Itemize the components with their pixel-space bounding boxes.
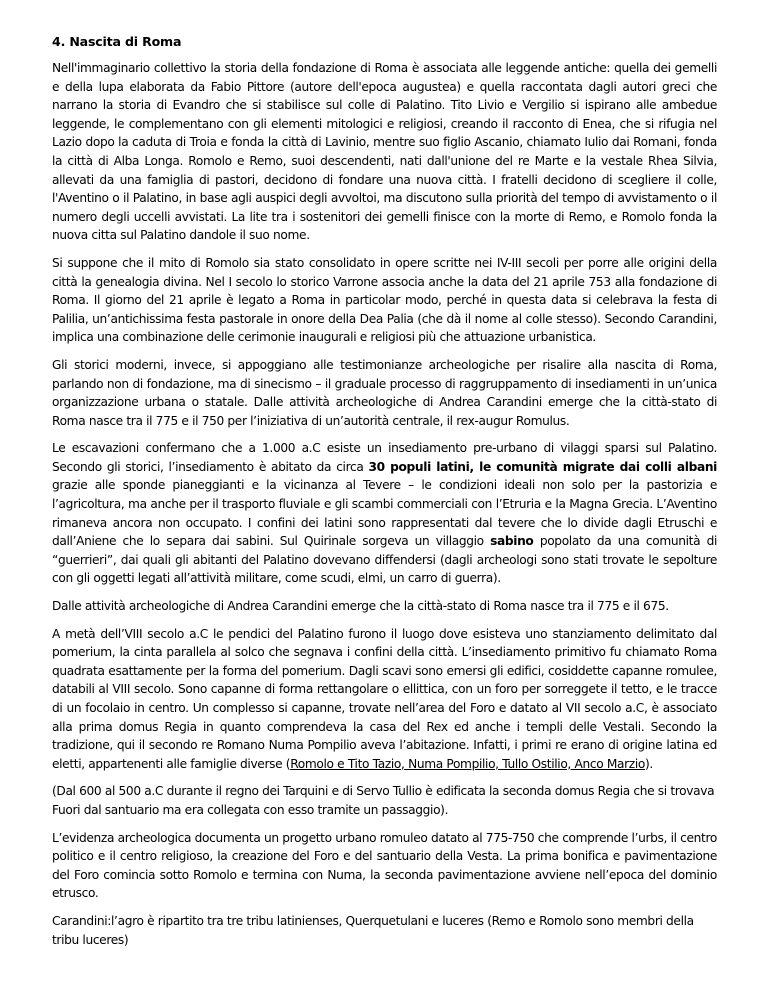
paragraph-myth-romulus: Si suppone che il mito di Romolo sia stato consolidato in opere scritte nei IV-III secoli per porre alle origini della città la genealogia divina. Nel I secolo lo storico Varrone associa anche la data del 21 aprile 753 alla fondazione di Roma. Il giorno del 21 aprile è legato a Roma in particolar modo, perché in questa data si celebrava la festa di Palilia, un’antichissima festa pastorale in onore della Dea Palia (che dà il nome al colle stesso). Secondo Carandini, implica una combinazione delle cerimonie inaugurali e religiosi più che attuazione urbanistica.	[52, 255, 717, 345]
document-page	[52, 33, 717, 958]
text-segment: ).	[644, 756, 653, 771]
bold-sabino: sabino	[490, 534, 534, 549]
bold-populi-latini: 30 populi latini, le comunità migrate dai colli albani	[368, 459, 717, 474]
paragraph-urban-project: L’evidenza archeologica documenta un progetto urbano romuleo datato al 775-750 che comprende l’urbs, il centro politico e il centro religioso, la creazione del Foro e del santuario della Vesta. La prima bonifica e pavimentazione del Foro comincia sotto Romolo e termina con Numa, la seconda pavimentazione avviene nell’epoca del dominio etrusco.	[52, 830, 717, 901]
text-segment: A metà dell’VIII secolo a.C le pendici del Palatino furono il luogo dove esisteva uno stanziamento delimitato dal pomerium, la cinta parallela al solco che segnava i confini della città. L’insediamento primitivo fu chiamato Roma quadrata esattamente per la forma del pomerium. Dagli scavi sono emersi gli edifici, cosiddette capanne romulee, databili al VIII secolo. Sono capanne di forma rettangolare o ellittica, con un foro per sorreggete il tetto, e le tracce di un focolaio in centro. Un complesso si capanne, trovate nell’area del Foro e datato al VII secolo a.C, è associato alla prima domus Regia in quanto comprendeva la casa del Rex ed anche i templi delle Vestali. Secondo la tradizione, qui il secondo re Romano Numa Pompilio aveva l’abitazione. Infatti, i primi re erano di origine latina ed eletti, appartenenti alle famiglie diverse (	[52, 626, 717, 771]
text-segment: Le escavazioni confermano che a 1.000 a.C esiste un insediamento pre-urbano di vilaggi sparsi sul Palatino. Secondo gli storici, l’insediamento è abitato da circa	[52, 441, 717, 474]
paragraph-palatino	[52, 625, 717, 774]
underlined-kings-list: Romolo e Tito Tazio, Numa Pompilio, Tullo Ostilio, Anco Marzio	[290, 756, 645, 771]
text-segment: popolato da una comunità di “guerrieri”, dai quali gli abitanti del Palatino dovevano diffendersi (dagli archeologi sono stati trovate le sepolture con gli oggetti legati all’attività militare, come scudi, elmi, un carro di guerra).	[52, 534, 717, 586]
paragraph-second-domus: (Dal 600 al 500 a.C durante il regno dei Tarquini e di Servo Tullio è edificata la seconda domus Regia che si trovava Fuori dal santuario ma era collegata con esso tramite un passaggio).	[52, 784, 715, 817]
paragraph-excavations	[52, 439, 717, 588]
paragraph-carandini-dating: Dalle attività archeologiche di Andrea Carandini emerge che la città-stato di Roma nasce tra il 775 e il 675.	[52, 599, 669, 614]
text-segment: grazie alle sponde pianeggianti e la vicinanza al Tevere – le condizioni ideali non solo per la pastorizia e l’agricoltura, ma anche per il trasporto fluviale e gli scambi commerciali con l’Etruria e la Magna Grecia. L’Aventino rimaneva ancora non occupato. I confini dei latini sono rappresentati dal tevere che lo divide dagli Etruschi e dall’Aniene che lo separa dai sabini. Sul Quirinale sorgeva un villaggio	[52, 478, 717, 549]
section-heading: 4. Nascita di Roma	[52, 34, 182, 49]
paragraph-modern-historians: Gli storici moderni, invece, si appoggiano alle testimonianze archeologiche per risalire alla nascita di Roma, parlando non di fondazione, ma di sinecismo – il graduale processo di raggruppamento di insediamenti in un’unica organizzazione urbana o statale. Dalle attività archeologiche di Andrea Carandini emerge che la città-stato di Roma nasce tra il 775 e il 750 per l’iniziativa di un’autorità centrale, il rex-augur Romulus.	[52, 357, 717, 428]
paragraph-tribes: Carandini:l’agro è ripartito tra tre tribu latinienses, Querquetulani e luceres (Remo e Romolo sono membri della tribu luceres)	[52, 913, 694, 947]
paragraph-legends: Nell'immaginario collettivo la storia della fondazione di Roma è associata alle leggende antiche: quella dei gemelli e della lupa elaborata da Fabio Pittore (autore dell'epoca augustea) e quella raccontata dagli autori greci che narrano la storia di Evandro che si stabilisce sul colle di Palatino. Tito Livio e Vergilio si ispirano alle ambedue leggende, le complementano con gli elementi mitologici e religiosi, creando il racconto di Enea, che si rifugia nel Lazio dopo la caduta di Troia e fonda la città di Lavinio, mentre suo figlio Ascanio, chiamato Iulio dai Romani, fonda la città di Alba Longa. Romolo e Remo, suoi descendenti, nati dall'unione del re Marte e la vestale Rhea Silvia, allevati da una famiglia di pastori, decidono di fondare una nuova città. I fratelli decidono di scegliere il colle, l'Aventino o il Palatino, in base agli auspici degli avvoltoi, ma discutono sulla priorità del tempo di avvistamento o il numero degli uccelli avvistati. La lite tra i sostenitori dei gemelli finisce con la morte di Remo, e Romolo fonda la nuova citta sul Palatino dandole il suo nome.	[52, 61, 717, 243]
